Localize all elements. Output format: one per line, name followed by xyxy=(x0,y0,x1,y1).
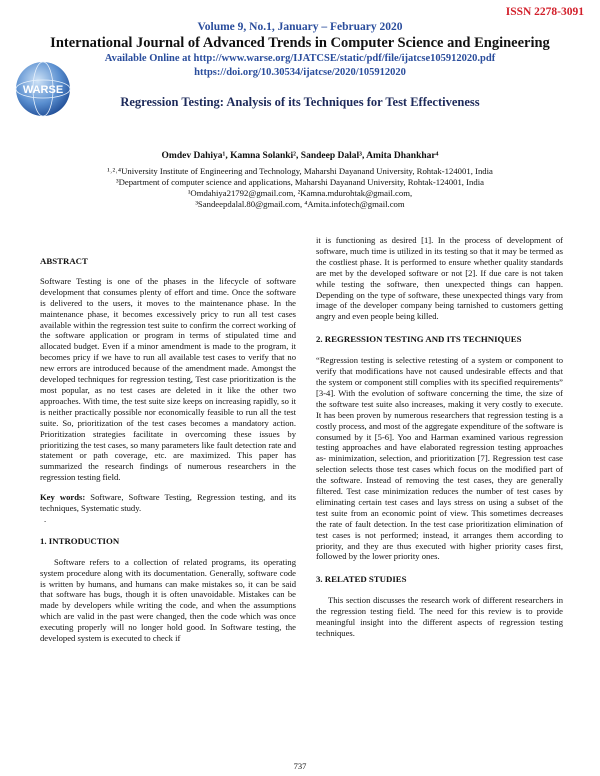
keywords-text: Software, Software Testing, Regression testing, and its techniques, Systematic study. xyxy=(40,492,297,514)
available-online-link[interactable]: Available Online at http://www.warse.org/IJATCSE/static/pdf/file/ijatcse105912020.pdf xyxy=(104,53,496,64)
issn-label: ISSN 2278-3091 xyxy=(505,6,584,18)
keywords-label: Key words: xyxy=(40,492,86,503)
intro-continued: it is functioning as desired [1]. In the process of development of software, much time is utilized in its testing so that it may be termed as the costliest phase. It is performed to ensure whether quality standards are met by the developed software or not [2]. If due care is not taken while testing the software, then unexpected things can happen. Depending on the type of software, these unexpected things vary from image of the developer company being tarnished to customers getting angry and even people being killed. xyxy=(316,235,563,322)
affiliation-2: ³Department of computer science and applications, Maharshi Dayanand University, Rohtak-124001, India xyxy=(115,177,484,187)
journal-title: International Journal of Advanced Trends in Computer Science and Engineering xyxy=(50,35,550,51)
regression-heading: 2. REGRESSION TESTING AND ITS TECHNIQUES xyxy=(316,334,522,345)
intro-text: Software refers to a collection of related programs, its operating system procedure along with its documentation. Generally, software code is written by humans, and humans can make mistakes so, it can be said that software has bugs, though it is often unavoidable. Mistakes can be made by developers while writing the code, and when the assumptions which are valid in the past were changed, then the code which was once executing properly will no longer hold good. In Software testing, the developed system is executed to check if xyxy=(40,556,296,644)
stray-dot: . xyxy=(44,513,47,524)
emails-2: ³Sandeepdalal.80@gmail.com, ⁴Amita.infotech@gmail.com xyxy=(195,199,405,209)
paper-title: Regression Testing: Analysis of its Techniques for Test Effectiveness xyxy=(120,95,480,109)
abstract-text: Software Testing is one of the phases in the lifecycle of software development that consumes plenty of effort and time. Once the software is delivered to the users, it moves to the maintenance phase. In the maintenance phase, it becomes excessively pricy to run all test cases available within the regression test suite to confirm the correct working of the software application or program in terms of stipulated time and allocated budget. Even if a minor amendment is made to the program, it becomes pricy if we have to run all available test cases to verify that no new errors are introduced because of the amendment made. Amongst the developed techniques for regression testing, Test case prioritization is the most popular, as no test cases are deleted in it like the other two approaches. With time, the test suite size keeps on increasing rapidly, so it is neither practically possible nor economically feasible to run all the test suite. So, prioritization of the test cases becomes a mandatory action. Prioritization strategies facilitate in overcoming these issues by prioritizing the test cases, so many parameters like fault detection rate and statement or path coverage, etc. are maximized. This paper has summarized the research findings of numerous researchers in the regression testing field. xyxy=(40,275,296,483)
volume-line: Volume 9, No.1, January – February 2020 xyxy=(197,21,403,33)
emails-1: ¹Omdahiya21792@gmail.com, ²Kamna.mdurohtak@gmail.com, xyxy=(187,188,413,198)
right-column xyxy=(316,235,563,639)
related-text: This section discusses the research work of different researchers in the regression testing field. The need for this review is to provide meaningful insight into the different aspects of regression testing techniques. xyxy=(316,595,563,638)
affiliation-1: ¹˒²˒⁴University Institute of Engineering and Technology, Maharshi Dayanand University, Rohtak-124001, India xyxy=(107,166,493,176)
regression-text: “Regression testing is selective retesting of a system or component to verify that modifications have not caused undesirable effects and that the system or component still complies with its specified requirements” [3-4]. With the evolution of software concerning the time, the size of the software test suite also increases, making it very costly to execute. It has been proven by numerous researchers that regression testing is a costly process, and most of the aggregate expenditure of the software is consumed by it [5-6]. Yoo and Harman examined various regression testing approaches and have elaborated regression testing approaches as- minimization, selection, and prioritization [7]. Regression test case selection selects those test cases which focus on the modified part of the software. Instead of removing the test cases, they are generally filtered. Test case minimization reduces the number of test cases by eliminating certain test cases and lays stress on using a subset of the test suite from an economic point of view. This sometimes decreases the rate of fault detection. In the test case prioritization elimination of test cases is not performed; instead, it arranges them according to priority, and they are thus executed with higher priority cases first, followed by the lower priority ones. xyxy=(316,355,563,562)
authors: Omdev Dahiya¹, Kamna Solanki², Sandeep Dalal³, Amita Dhankhar⁴ xyxy=(161,151,439,161)
doi-link[interactable]: https://doi.org/10.30534/ijatcse/2020/105912020 xyxy=(194,67,406,78)
left-column xyxy=(40,256,296,644)
abstract-heading: ABSTRACT xyxy=(40,256,88,266)
intro-heading: 1. INTRODUCTION xyxy=(40,535,120,546)
logo-text: WARSE xyxy=(22,84,64,96)
page-number: 737 xyxy=(293,761,307,771)
related-heading: 3. RELATED STUDIES xyxy=(316,574,407,585)
